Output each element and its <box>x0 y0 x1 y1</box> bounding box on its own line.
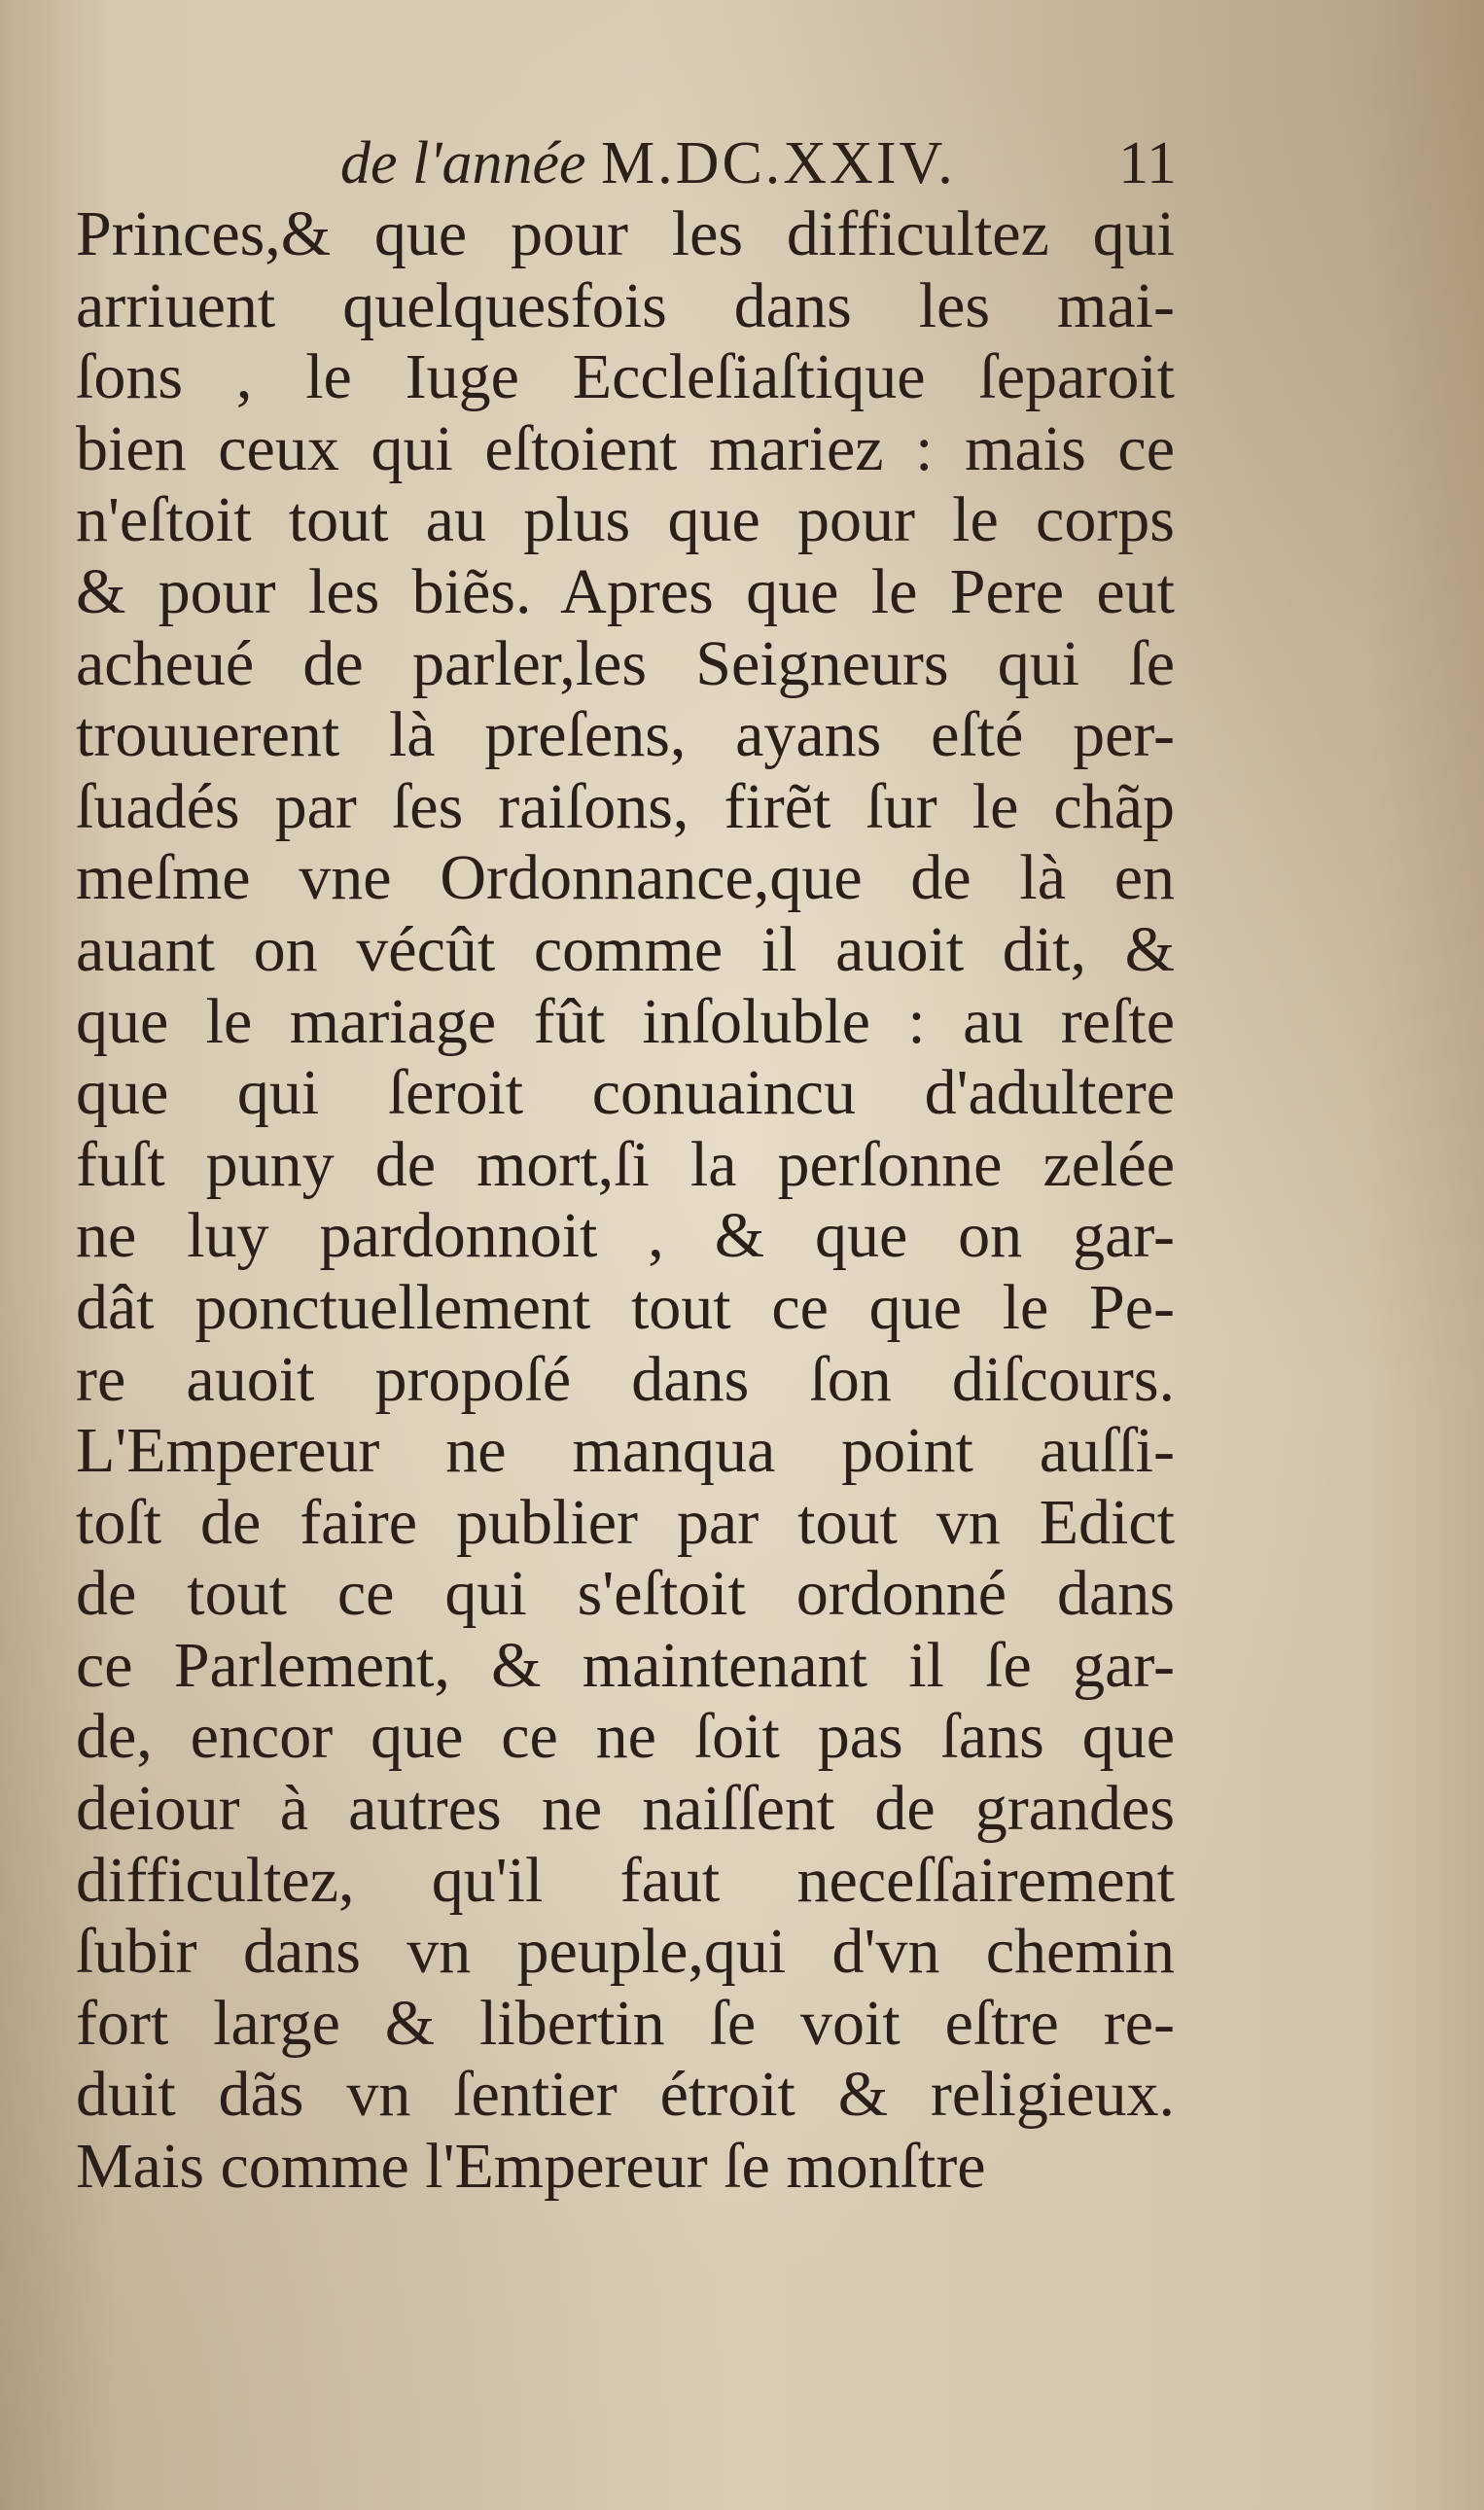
text-line: que le mariage fût inſoluble : au reſte <box>76 985 1175 1057</box>
text-line: n'eſtoit tout au plus que pour le corps <box>76 484 1175 556</box>
text-line: Mais comme l'Empereur ſe monſtre <box>76 2131 986 2203</box>
text-line: ſubir dans vn peuple,qui d'vn chemin <box>76 1916 1175 1988</box>
text-line: arriuent quelquesfois dans les mai- <box>76 269 1175 341</box>
running-head-year: M.DC.XXIV. <box>601 130 956 196</box>
text-line: de tout ce qui s'eſtoit ordonné dans <box>76 1558 1175 1630</box>
text-line: acheué de parler,les Seigneurs qui ſe <box>76 627 1175 699</box>
running-head <box>340 124 956 202</box>
text-line: fuſt puny de mort,ſi la perſonne zelée <box>76 1128 1175 1200</box>
text-line: meſme vne Ordonnance,que de là en <box>76 842 1175 914</box>
text-line: deiour à autres ne naiſſent de grandes <box>76 1773 1175 1845</box>
text-line: bien ceux qui eſtoient mariez : mais ce <box>76 412 1175 484</box>
text-line: ce Parlement, & maintenant il ſe gar- <box>76 1629 1175 1701</box>
body-text <box>76 198 1175 2203</box>
page-number: 11 <box>1118 130 1177 196</box>
text-line: L'Empereur ne manqua point auſſi- <box>76 1415 1175 1487</box>
text-line: que qui ſeroit conuaincu d'adultere <box>76 1057 1175 1129</box>
page-header <box>78 124 1177 202</box>
text-line: auant on vécût comme il auoit dit, & <box>76 913 1175 985</box>
text-line: toſt de faire publier par tout vn Edict <box>76 1486 1175 1558</box>
text-line: de, encor que ce ne ſoit pas ſans que <box>76 1701 1175 1773</box>
text-line: Princes,& que pour les difficultez qui <box>76 198 1175 269</box>
text-line: trouuerent là preſens, ayans eſté per- <box>76 699 1175 771</box>
text-line: dât ponctuellement tout ce que le Pe- <box>76 1271 1175 1343</box>
text-line: ſuadés par ſes raiſons, firẽt ſur le chãp <box>76 770 1175 842</box>
text-line: ſons , le Iuge Eccleſiaſtique ſeparoit <box>76 341 1175 413</box>
running-head-italic: de l'année <box>340 130 586 196</box>
text-line: re auoit propoſé dans ſon diſcours. <box>76 1343 1175 1415</box>
text-line: ne luy pardonnoit , & que on gar- <box>76 1200 1175 1272</box>
text-line: & pour les biẽs. Apres que le Pere eut <box>76 555 1175 627</box>
text-line: difficultez, qu'il faut neceſſairement <box>76 1844 1175 1916</box>
text-line: fort large & libertin ſe voit eſtre re- <box>76 1987 1175 2059</box>
text-line: duit dãs vn ſentier étroit & religieux. <box>76 2059 1175 2131</box>
